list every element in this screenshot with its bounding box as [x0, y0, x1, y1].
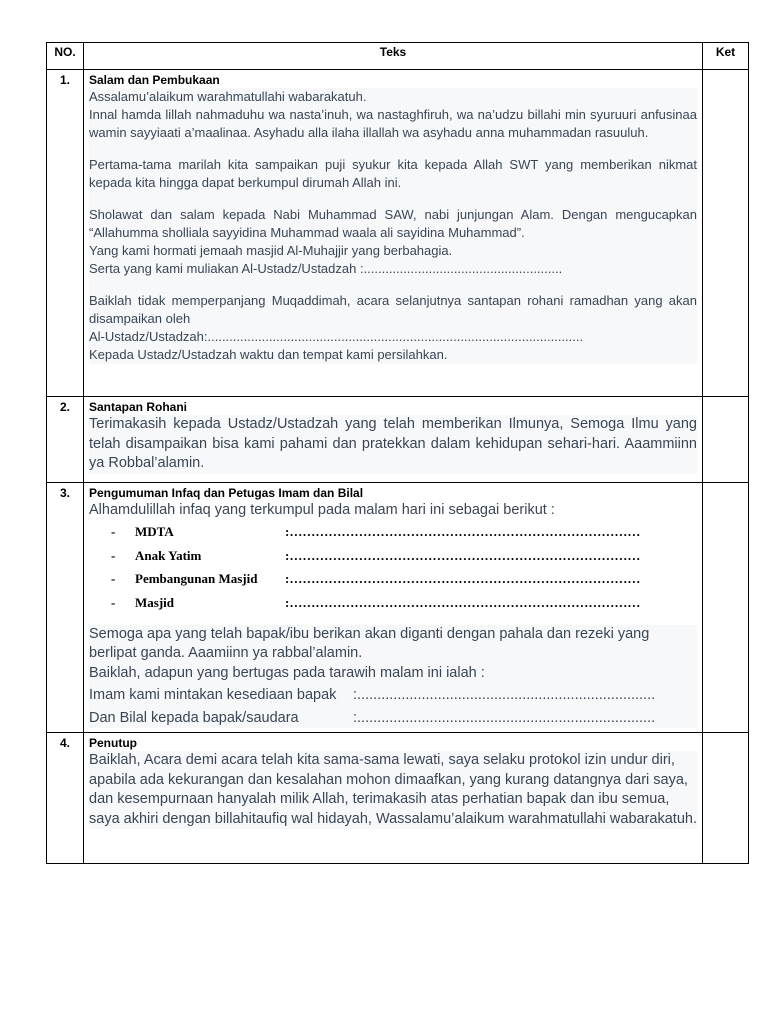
row-number: 2.	[47, 397, 84, 483]
table-row	[47, 483, 749, 733]
section-text-cell	[84, 483, 703, 733]
table-header-row	[47, 43, 749, 70]
header-teks: Teks	[84, 43, 703, 70]
section-title: Penutup	[89, 736, 137, 750]
ket-cell	[703, 70, 749, 397]
paragraph: Alhamdulillah infaq yang terkumpul pada malam hari ini sebagai berikut :	[89, 502, 555, 518]
imam-label: Imam kami mintakan kesediaan bapak	[89, 687, 337, 703]
table-row	[47, 733, 749, 864]
bilal-label: Dan Bilal kepada bapak/saudara	[89, 709, 299, 726]
section-title: Pengumuman Infaq dan Petugas Imam dan Bilal	[89, 486, 364, 500]
paragraph: Yang kami hormati jemaah masjid Al-Muhajjir yang berbahagia.	[89, 243, 453, 258]
section-text-cell	[84, 397, 703, 483]
infaq-list	[89, 521, 697, 615]
list-item: - Anak Yatim :………………………………………………………………………	[111, 547, 641, 563]
bilal-dots: :..........................................................................	[353, 709, 656, 726]
section-title: Santapan Rohani	[89, 400, 188, 414]
paragraph: Kepada Ustadz/Ustadzah waktu dan tempat kami persilahkan.	[89, 347, 448, 362]
list-item: - Masjid :………………………………………………………………………	[111, 594, 641, 610]
paragraph: Sholawat dan salam kepada Nabi Muhammad SAW, nabi junjungan Alam. Dengan mengucapkan “Allahumma sholliala sayyidina Muhammad waala ali sayidina Muhammad”.	[89, 207, 697, 240]
row-number: 4.	[47, 733, 84, 864]
row-number: 3.	[47, 483, 84, 733]
section-text-cell	[84, 733, 703, 864]
table-row	[47, 397, 749, 483]
paragraph: Serta yang kami muliakan Al-Ustadz/Ustadzah :.......................................................	[89, 261, 563, 276]
paragraph: Semoga apa yang telah bapak/ibu berikan akan diganti dengan pahala dan rezeki yang berlipat ganda. Aaamiinn ya rabbal’alamin.	[89, 625, 650, 661]
agenda-table	[46, 42, 749, 864]
list-item: - MDTA :………………………………………………………………………	[111, 524, 641, 540]
paragraph: Baiklah, Acara demi acara telah kita sama-sama lewati, saya selaku protokol izin undur diri, apabila ada kekurangan dan kesalahan mohon dimaafkan, yang kurang datangnya dari saya, dan kesempurnaan hanyalah milik Allah, terimakasih atas perhatian bapak dan ibu semua, saya akhiri dengan billahitaufiq wal hidayah, Wassalamu’alaikum warahmatullahi wabarakatuh.	[89, 752, 697, 827]
paragraph: Pertama-tama marilah kita sampaikan puji syukur kita kepada Allah SWT yang memberikan nikmat kepada kita hingga dapat berkumpul dirumah Allah ini.	[89, 157, 697, 190]
section-title: Salam dan Pembukaan	[89, 73, 220, 87]
paragraph: Terimakasih kepada Ustadz/Ustadzah yang telah memberikan Ilmunya, Semoga Ilmu yang telah disampaikan bisa kami pahami dan pratekkan dalam kehidupan sehari-hari. Aaammiinn ya Robbal’alamin.	[89, 416, 697, 471]
paragraph: Innal hamda lillah nahmaduhu wa nasta’inuh, wa nastaghfiruh, wa na’udzu billahi min syuruuri anfusinaa wamin sayyiaati a’maalinaa. Asyhadu alla ilaha illallah wa asyhadu anna muhammadan rasuuluh.	[89, 107, 697, 140]
ket-cell	[703, 733, 749, 864]
paragraph: Baiklah, adapun yang bertugas pada tarawih malam ini ialah :	[89, 664, 485, 681]
section-text-cell	[84, 70, 703, 397]
list-item: - Pembangunan Masjid :………………………………………………………………………	[111, 571, 641, 587]
paragraph: Al-Ustadz/Ustadzah:........................................................................................................	[89, 329, 584, 344]
header-ket: Ket	[703, 43, 749, 70]
ket-cell	[703, 483, 749, 733]
paragraph: Baiklah tidak memperpanjang Muqaddimah, acara selanjutnya santapan rohani ramadhan yang akan disampaikan oleh	[89, 293, 697, 326]
imam-dots: :..........................................................................	[353, 687, 656, 703]
ket-cell	[703, 397, 749, 483]
paragraph: Assalamu’alaikum warahmatullahi wabarakatuh.	[89, 89, 367, 104]
row-number: 1.	[47, 70, 84, 397]
table-row	[47, 70, 749, 397]
agenda-document	[46, 42, 749, 864]
header-no: NO.	[47, 43, 84, 70]
